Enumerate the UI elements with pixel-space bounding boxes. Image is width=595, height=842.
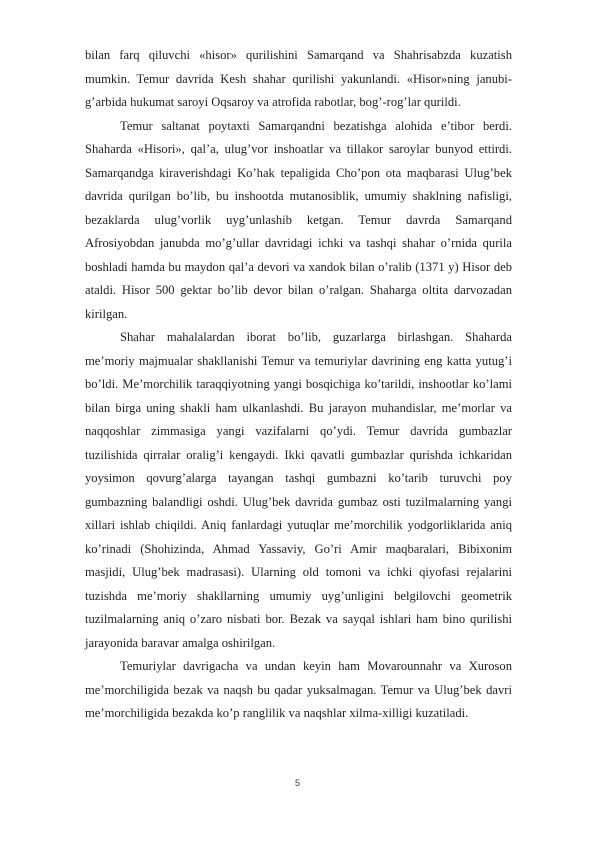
paragraph-4: Temuriylar davrigacha va undan keyin ham Movarounnahr va Xuroson me’morchiligida bezak va naqsh bu qadar yuksalmagan. Temur va Ulug’bek davri me’morchiligida bezakda ko’p ranglilik va naqshlar xilma-xilligi kuzatiladi. — [85, 659, 512, 720]
page-body — [85, 44, 512, 726]
page-number: 5 — [294, 778, 300, 788]
paragraph-1: bilan farq qiluvchi «hisor» qurilishini Samarqand va Shahrisabzda kuzatish mumkin. Temur davrida Kesh shahar qurilishi yakunlandi. «Hisor»ning janubi-g’arbida hukumat saroyi Oqsaroy va atrofida rabotlar, bog’-rog’lar qurildi. — [85, 48, 512, 109]
paragraph-2: Temur saltanat poytaxti Samarqandni bezatishga alohida e’tibor berdi. Shaharda «Hisori», qal’a, ulug’vor inshoatlar va tillakor saroylar bunyod ettirdi. Samarqandga kiraverishdagi Ko’hak tepaligida Cho’pon ota maqbarasi Ulug’bek davrida qurilgan bo’lib, bu inshootda mutanosiblik, umumiy shaklning nafisligi, bezaklarda ulug’vorlik uyg’unlashib ketgan. Temur davrda Samarqand Afrosiyobdan janubda mo’g’ullar davridagi ichki va tashqi shahar o’rnida qurila boshladi hamda bu maydon qal’a devori va xandok bilan o’ralib (1371 y) Hisor deb ataldi. Hisor 500 gektar bo’lib devor bilan o’ralgan. Shaharga oltita darvozadan kirilgan. — [85, 118, 512, 321]
paragraph-3: Shahar mahalalardan iborat bo’lib, guzarlarga birlashgan. Shaharda me’moriy majmualar shakllanishi Temur va temuriylar davrining eng katta yutug’i bo’ldi. Me’morchilik taraqqiyotning yangi bosqichiga ko’tarildi, inshootlar ko’lami bilan birga uning shakli ham ulkanlashdi. Bu jarayon muhandislar, me’morlar va naqqoshlar zimmasiga yangi vazifalarni qo’ydi. Temur davrida gumbazlar tuzilishida qirralar oralig’i kengaydi. Ikki qavatli gumbazlar qurishda ichkaridan yoysimon qovurg’alarga tayangan tashqi gumbazni ko’tarib turuvchi poy gumbazning balandligi oshdi. Ulug’bek davrida gumbaz osti tuzilmalarning yangi xillari ishlab chiqildi. Aniq fanlardagi yutuqlar me’morchilik yodgorliklarida aniq ko’rinadi (Shohizinda, Ahmad Yassaviy, Go’ri Amir maqbaralari, Bibixonim masjidi, Ulug’bek madrasasi). Ularning old tomoni va ichki qiyofasi rejalarini tuzishda me’moriy shakllarning umumiy uyg’unligini belgilovchi geometrik tuzilmalarning aniq o’zaro nisbati bor. Bezak va sayqal ishlari ham bino qurilishi jarayonida baravar amalga oshirilgan. — [85, 330, 512, 650]
